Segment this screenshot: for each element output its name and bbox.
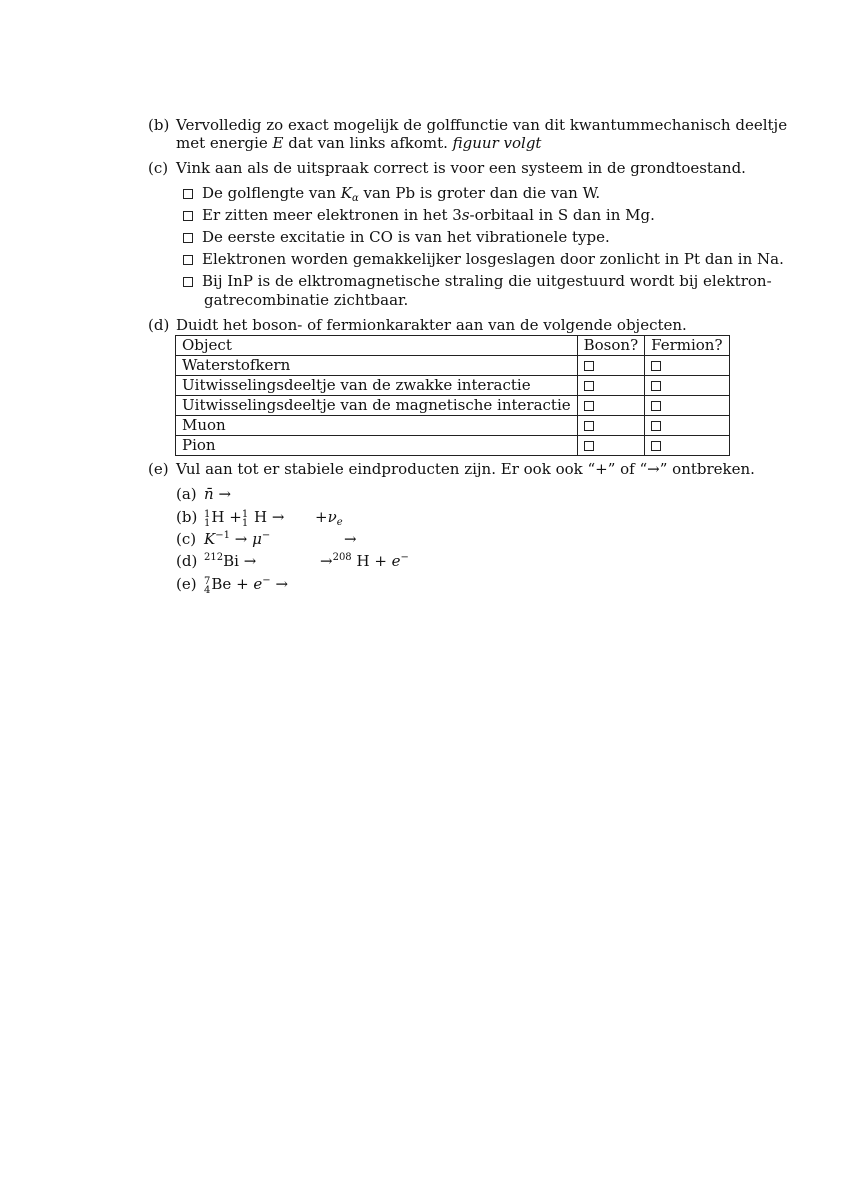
statement-4-text: Elektronen worden gemakkelijker losgeslagen door zonlicht in Pt dan in Na. xyxy=(202,250,784,268)
reaction-d xyxy=(176,552,197,570)
statement-5-line2: gatrecombinatie zichtbaar. xyxy=(204,291,409,309)
figure-note: figuur volgt xyxy=(452,134,542,152)
reaction-c-label: (c) xyxy=(176,530,197,548)
bismuth-symbol: Bi xyxy=(223,552,239,570)
reaction-c xyxy=(176,530,196,548)
object-name: Uitwisselingsdeeltje van de magnetische interactie xyxy=(176,396,578,416)
bi-mass-number: 212 xyxy=(204,552,224,563)
reaction-b-formula xyxy=(204,508,284,528)
fermion-checkbox[interactable] xyxy=(651,441,661,451)
question-c-label xyxy=(148,159,168,177)
reaction-arrow: → xyxy=(271,508,285,526)
neutrino-symbol: +ν xyxy=(315,508,337,526)
reaction-e-formula xyxy=(204,575,288,595)
table-row xyxy=(176,396,730,416)
reaction-d-label: (d) xyxy=(176,552,198,570)
statement-2-post: -orbitaal in S dan in Mg. xyxy=(469,206,655,224)
statement-1-sub: α xyxy=(351,193,359,204)
statement-item-1 xyxy=(183,184,600,202)
statement-1-var: K xyxy=(340,184,352,202)
reaction-b-neutrino xyxy=(315,508,343,526)
boson-cell xyxy=(577,356,645,376)
header-object: Object xyxy=(176,336,578,356)
question-b-text-line1: Vervolledig zo exact mogelijk de golffunctie van dit kwantummechanisch deeltje xyxy=(176,116,788,134)
header-boson: Boson? xyxy=(577,336,645,356)
reaction-arrow: → xyxy=(234,530,248,548)
reaction-c-arrow2 xyxy=(344,530,357,548)
atomic-number: 4 xyxy=(204,585,211,596)
kaon-charge: −1 xyxy=(215,530,230,541)
object-name: Muon xyxy=(176,416,578,436)
reaction-arrow: → xyxy=(218,485,232,503)
question-b-text-line2-pre: met energie xyxy=(176,134,273,152)
reaction-arrow: → xyxy=(320,552,333,570)
question-e-prompt xyxy=(176,460,755,478)
boson-fermion-table xyxy=(175,335,730,456)
boson-checkbox[interactable] xyxy=(584,361,594,371)
reaction-a xyxy=(176,485,197,503)
beryllium-symbol: Be xyxy=(211,575,232,593)
fermion-checkbox[interactable] xyxy=(651,381,661,391)
reaction-b-label: (b) xyxy=(176,508,198,526)
object-name: Uitwisselingsdeeltje van de zwakke interactie xyxy=(176,376,578,396)
reaction-a-formula xyxy=(204,485,231,503)
question-e-label xyxy=(148,460,169,478)
boson-cell xyxy=(577,416,645,436)
reaction-e xyxy=(176,575,197,593)
plus-electron: + e xyxy=(236,575,263,593)
question-d-label xyxy=(148,316,169,334)
object-name: Pion xyxy=(176,436,578,456)
boson-checkbox[interactable] xyxy=(584,421,594,431)
statement-item-5-cont xyxy=(204,291,408,309)
question-e-label-text: (e) xyxy=(148,460,169,478)
checkbox-statement-3[interactable] xyxy=(183,233,193,243)
table-row xyxy=(176,376,730,396)
fermion-checkbox[interactable] xyxy=(651,361,661,371)
statement-2-var: s xyxy=(461,206,470,224)
fermion-cell xyxy=(645,416,729,436)
statement-item-2 xyxy=(183,206,655,224)
electron-charge: − xyxy=(262,575,271,586)
reaction-arrow: → xyxy=(344,530,357,548)
statement-1-post: van Pb is groter dan die van W. xyxy=(358,184,601,202)
table-row xyxy=(176,416,730,436)
table-header-row xyxy=(176,336,730,356)
muon-charge: − xyxy=(261,530,271,541)
fermion-cell xyxy=(645,436,729,456)
reaction-arrow: → xyxy=(275,575,289,593)
antineutron-symbol: n̄ xyxy=(204,485,214,503)
mass-number: 1 xyxy=(204,509,211,520)
question-e-prompt-text: Vul aan tot er stabiele eindproducten zijn. Er ook ook “+” of “→” ontbreken. xyxy=(176,460,755,478)
question-d-label-text: (d) xyxy=(148,316,170,334)
statement-5-line1: Bij InP is de elktromagnetische straling die uitgestuurd wordt bij elektron- xyxy=(202,272,772,290)
reaction-c-formula xyxy=(204,530,270,548)
checkbox-statement-1[interactable] xyxy=(183,189,193,199)
mass-number: 7 xyxy=(204,576,211,587)
table-row xyxy=(176,436,730,456)
header-fermion: Fermion? xyxy=(645,336,729,356)
reaction-d-formula xyxy=(204,552,256,570)
reaction-e-label: (e) xyxy=(176,575,197,593)
kaon-symbol: K xyxy=(204,530,216,548)
muon-symbol: μ xyxy=(252,530,262,548)
question-b-label: (b) xyxy=(148,116,170,134)
plus-sign: + xyxy=(229,508,242,526)
question-b-line1 xyxy=(176,116,787,134)
isotope-index xyxy=(204,510,210,528)
atomic-number: 1 xyxy=(204,518,211,529)
statement-item-5 xyxy=(183,272,772,290)
object-name: Waterstofkern xyxy=(176,356,578,376)
reaction-d-products xyxy=(320,552,409,570)
question-d-prompt xyxy=(176,316,687,334)
fermion-cell xyxy=(645,376,729,396)
reaction-b xyxy=(176,508,197,526)
energy-variable: E xyxy=(272,134,284,152)
checkbox-statement-2[interactable] xyxy=(183,211,193,221)
statement-2-pre: Er zitten meer elektronen in het 3 xyxy=(202,206,462,224)
boson-checkbox[interactable] xyxy=(584,381,594,391)
element-symbol: H xyxy=(211,508,225,526)
boson-cell xyxy=(577,396,645,416)
mass-208: 208 xyxy=(332,552,352,563)
question-b xyxy=(148,116,169,134)
boson-checkbox[interactable] xyxy=(584,441,594,451)
statement-3-text: De eerste excitatie in CO is van het vibrationele type. xyxy=(202,228,610,246)
fermion-checkbox[interactable] xyxy=(651,421,661,431)
question-d-prompt-text: Duidt het boson- of fermionkarakter aan van de volgende objecten. xyxy=(176,316,687,334)
boson-cell xyxy=(577,376,645,396)
plus-electron: + e xyxy=(374,552,401,570)
question-c-prompt-text: Vink aan als de uitspraak correct is voor een systeem in de grondtoestand. xyxy=(176,159,746,177)
isotope-index xyxy=(242,510,248,528)
electron-charge: − xyxy=(400,552,409,563)
boson-checkbox[interactable] xyxy=(584,401,594,411)
reaction-arrow: → xyxy=(243,552,257,570)
reaction-a-label: (a) xyxy=(176,485,197,503)
mass-number: 1 xyxy=(241,509,249,520)
checkbox-statement-4[interactable] xyxy=(183,255,193,265)
element-symbol: H xyxy=(356,552,370,570)
statement-item-4 xyxy=(183,250,784,268)
table-row xyxy=(176,356,730,376)
boson-cell xyxy=(577,436,645,456)
atomic-number: 1 xyxy=(241,518,249,529)
element-symbol: H xyxy=(253,508,268,526)
checkbox-statement-5[interactable] xyxy=(183,277,193,287)
neutrino-subscript: e xyxy=(336,517,343,528)
isotope-index xyxy=(204,577,210,595)
question-b-text-line2-post: dat van links afkomt. xyxy=(283,134,453,152)
statement-item-3 xyxy=(183,228,610,246)
statement-1-pre: De golflengte van xyxy=(202,184,341,202)
fermion-cell xyxy=(645,396,729,416)
question-c-prompt xyxy=(176,159,746,177)
question-c-label-text: (c) xyxy=(148,159,169,177)
fermion-cell xyxy=(645,356,729,376)
fermion-checkbox[interactable] xyxy=(651,401,661,411)
question-b-line2 xyxy=(176,134,541,152)
